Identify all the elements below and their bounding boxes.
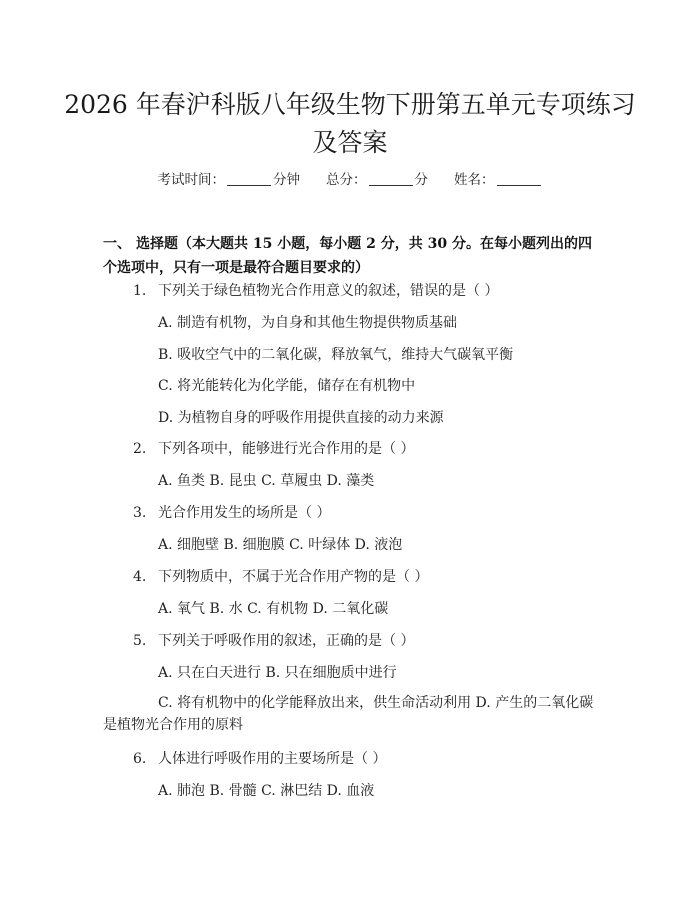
question-number: 5. [133,633,147,649]
option-line[interactable]: A. 制造有机物，为自身和其他生物提供物质基础 [158,315,458,331]
question-stem: 下列关于绿色植物光合作用意义的叙述，错误的是（ ） [158,283,499,299]
page-title: 2026 年春沪科版八年级生物下册第五单元专项练习及答案 [64,90,636,157]
score-unit: 分 [414,172,428,188]
question-number: 6. [133,751,147,767]
question-stem: 下列各项中，能够进行光合作用的是（ ） [158,441,415,457]
question-3 [133,503,330,523]
time-unit: 分钟 [273,172,300,188]
section-instructions: 选择题（本大题共 15 小题，每小题 2 分，共 30 分。在每小题列出的四个选项中，只有一项是最符合题目要求的） [103,236,592,276]
section-heading [103,232,603,280]
name-label: 姓名： [454,172,495,188]
option-line[interactable]: D. 为植物自身的呼吸作用提供直接的动力来源 [158,410,444,426]
question-stem: 光合作用发生的场所是（ ） [158,505,331,521]
name-blank[interactable] [497,173,541,186]
question-number: 1. [133,283,147,299]
question-stem: 人体进行呼吸作用的主要场所是（ ） [158,751,387,767]
option-line[interactable]: B. 吸收空气中的二氧化碳，释放氧气，维持大气碳氧平衡 [158,347,514,363]
question-number: 4. [133,569,147,585]
option-line[interactable]: A. 只在白天进行 B. 只在细胞质中进行 [158,665,397,681]
question-2 [133,439,414,459]
score-label: 总分： [326,172,367,188]
question-stem: 下列关于呼吸作用的叙述，正确的是（ ） [158,633,415,649]
option-line[interactable]: A. 鱼类 B. 昆虫 C. 草履虫 D. 藻类 [158,473,375,489]
question-number: 3. [133,505,147,521]
time-blank[interactable] [227,173,271,186]
question-6 [133,749,386,769]
question-stem: 下列物质中，不属于光合作用产物的是（ ） [158,569,429,585]
question-4 [133,567,428,587]
score-blank[interactable] [369,173,413,186]
section-number: 一、 [103,236,131,252]
option-line[interactable]: A. 氧气 B. 水 C. 有机物 D. 二氧化碳 [158,601,389,617]
exam-info-line [0,168,700,188]
time-label: 考试时间： [157,172,225,188]
option-line[interactable]: A. 细胞壁 B. 细胞膜 C. 叶绿体 D. 液泡 [158,537,403,553]
question-5 [133,631,414,651]
question-1 [133,281,498,301]
option-line[interactable]: C. 将光能转化为化学能，储存在有机物中 [158,378,416,394]
question-number: 2. [133,441,147,457]
option-line-wrapped[interactable]: C. 将有机物中的化学能释放出来，供生命活动利用 D. 产生的二氧化碳是植物光合作用的原料 [103,695,594,733]
option-line[interactable]: A. 肺泡 B. 骨髓 C. 淋巴结 D. 血液 [158,783,375,799]
